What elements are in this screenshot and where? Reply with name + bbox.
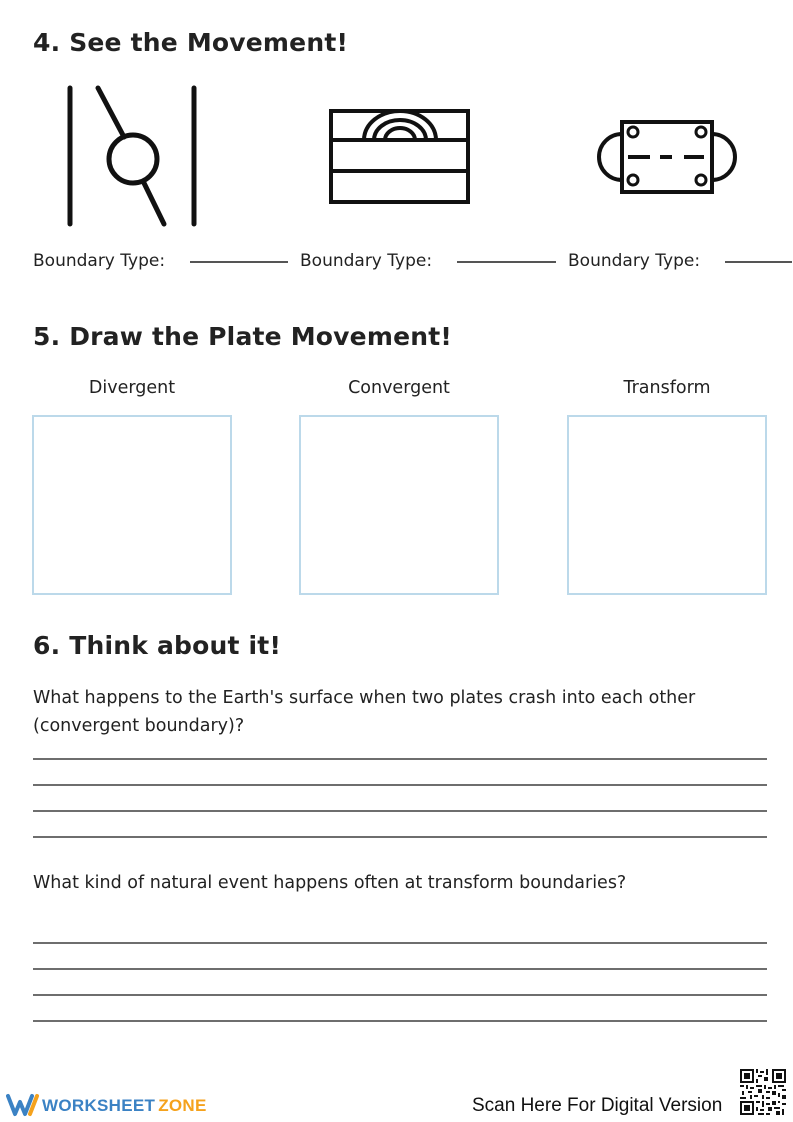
transform-boundary-icon [60, 82, 205, 230]
section-4-title: 4. See the Movement! [33, 28, 349, 57]
draw-label-divergent: Divergent [88, 378, 176, 398]
logo-word-zone: ZONE [158, 1096, 207, 1115]
boundary-type-answer-line-2[interactable] [457, 261, 556, 263]
boundary-type-label-2: Boundary Type: [300, 251, 433, 271]
convergent-boundary-icon [328, 108, 472, 206]
answer-line[interactable] [33, 784, 767, 786]
draw-label-transform: Transform [623, 378, 711, 398]
answer-line[interactable] [33, 810, 767, 812]
worksheet-zone-logo-text[interactable] [42, 1096, 207, 1116]
scan-here-text: Scan Here For Digital Version [472, 1095, 723, 1116]
boundary-type-label-1: Boundary Type: [33, 251, 166, 271]
question-1: What happens to the Earth's surface when two plates crash into each other (convergent boundary)? [33, 688, 696, 736]
draw-box-divergent[interactable] [32, 415, 232, 595]
answer-line[interactable] [33, 1020, 767, 1022]
boundary-type-label-3: Boundary Type: [568, 251, 701, 271]
draw-box-transform[interactable] [567, 415, 767, 595]
draw-box-convergent[interactable] [299, 415, 499, 595]
answer-line[interactable] [33, 942, 767, 944]
qr-code-icon[interactable] [740, 1069, 786, 1115]
answer-line[interactable] [33, 836, 767, 838]
answer-line[interactable] [33, 968, 767, 970]
section-6-title: 6. Think about it! [33, 631, 282, 660]
boundary-type-answer-line-1[interactable] [190, 261, 288, 263]
section-5-title: 5. Draw the Plate Movement! [33, 322, 452, 351]
divergent-boundary-icon [592, 118, 742, 196]
boundary-type-answer-line-3[interactable] [725, 261, 792, 263]
worksheet-zone-logo-icon [6, 1093, 40, 1117]
answer-line[interactable] [33, 758, 767, 760]
answer-line[interactable] [33, 994, 767, 996]
logo-word-worksheet: WORKSHEET [42, 1096, 156, 1115]
draw-label-convergent: Convergent [348, 378, 450, 398]
question-2: What kind of natural event happens often at transform boundaries? [33, 873, 627, 893]
